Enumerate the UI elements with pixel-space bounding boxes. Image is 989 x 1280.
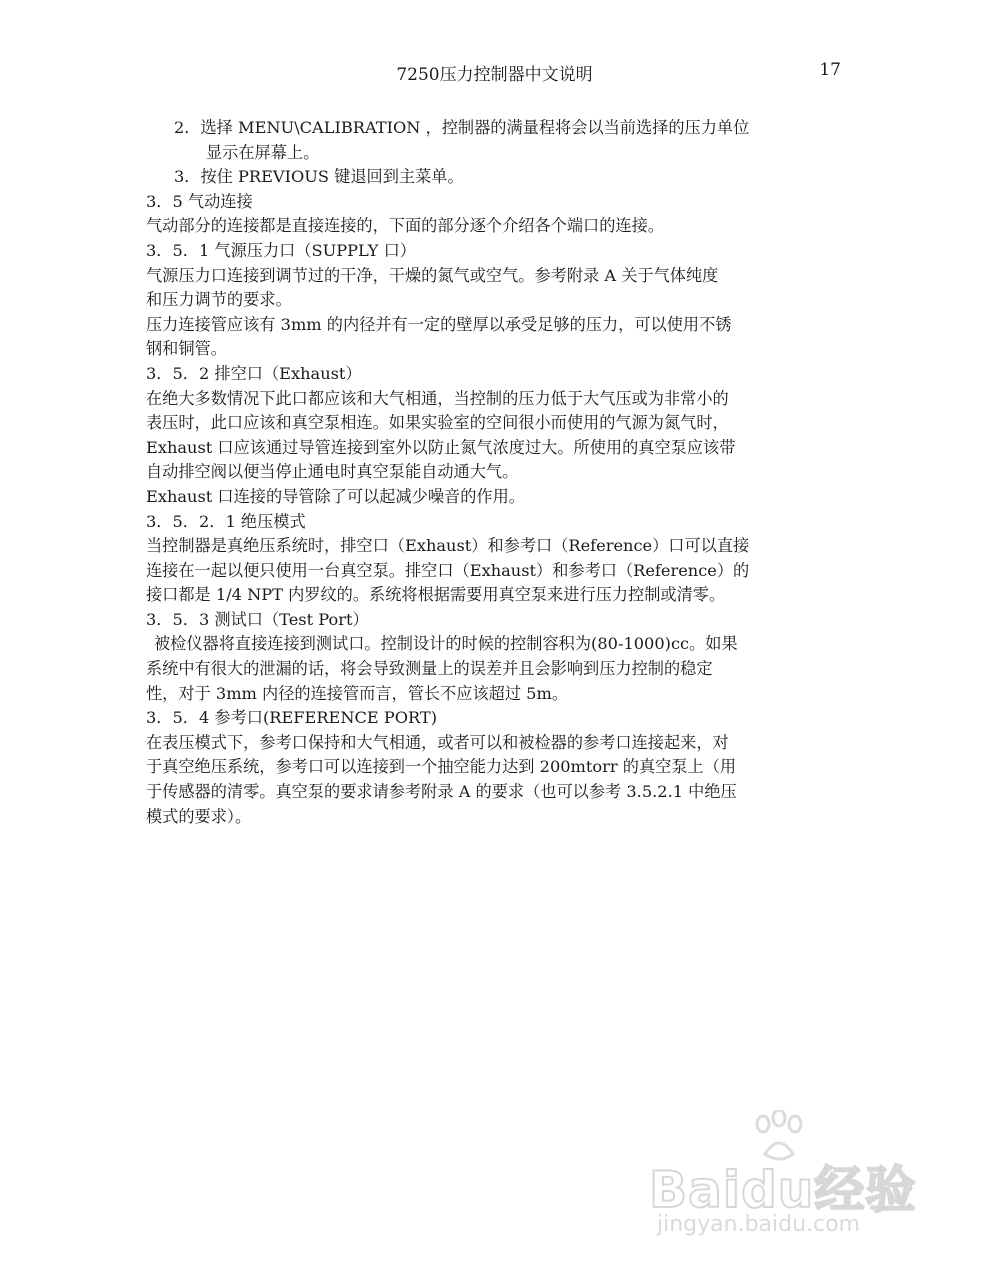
paragraph-line: 于真空绝压系统，参考口可以连接到一个抽空能力达到 200mtorr 的真空泵上（用 <box>146 757 737 777</box>
paragraph-line: 气源压力口连接到调节过的干净，干燥的氮气或空气。参考附录 A 关于气体纯度 <box>146 265 719 285</box>
paragraph-line: 连接在一起以便只使用一台真空泵。排空口（Exhaust）和参考口（Reference）的 <box>146 560 750 580</box>
paragraph-line: 自动排空阀以便当停止通电时真空泵能自动通大气。 <box>146 462 519 482</box>
baidu-jingyan-watermark <box>649 1110 919 1245</box>
section-heading: 3．5．2 排空口（Exhaust） <box>146 363 362 383</box>
paragraph-line: 在绝大多数情况下此口都应该和大气相通，当控制的压力低于大气压或为非常小的 <box>146 388 729 408</box>
paragraph-line: 被检仪器将直接连接到测试口。控制设计的时候的控制容积为(80-1000)cc。如果 <box>154 634 738 654</box>
paragraph-line: 表压时，此口应该和真空泵相连。如果实验室的空间很小而使用的气源为氮气时， <box>146 413 729 433</box>
section-heading: 3．5．4 参考口(REFERENCE PORT) <box>146 708 438 728</box>
paragraph-line: 于传感器的清零。真空泵的要求请参考附录 A 的要求（也可以参考 3.5.2.1 中绝压 <box>146 782 737 802</box>
paragraph-line: 当控制器是真绝压系统时，排空口（Exhaust）和参考口（Reference）口可以直接 <box>146 536 750 556</box>
section-heading: 3．5．1 气源压力口（SUPPLY 口） <box>146 240 416 260</box>
paragraph-line: 和压力调节的要求。 <box>146 290 292 310</box>
paragraph-line: 模式的要求）。 <box>146 806 252 826</box>
paragraph-line: 压力连接管应该有 3mm 的内径并有一定的壁厚以承受足够的压力，可以使用不锈 <box>146 314 732 334</box>
list-item: 3．按住 PREVIOUS 键退回到主菜单。 <box>174 167 464 187</box>
document-title: 7250压力控制器中文说明 <box>396 65 593 85</box>
paragraph-line: 在表压模式下，参考口保持和大气相通，或者可以和被检器的参考口连接起来，对 <box>146 732 729 752</box>
list-item: 2．选择 MENU\CALIBRATION ，控制器的满量程将会以当前选择的压力单位 <box>174 118 750 137</box>
paragraph-line: 钢和铜管。 <box>146 339 227 359</box>
section-heading: 3．5．3 测试口（Test Port） <box>146 609 369 629</box>
paragraph-line: 气动部分的连接都是直接连接的，下面的部分逐个介绍各个端口的连接。 <box>146 216 664 236</box>
paragraph-line: Exhaust 口应该通过导管连接到室外以防止氮气浓度过大。所使用的真空泵应该带 <box>146 437 736 457</box>
page-number: 17 <box>819 60 841 80</box>
watermark-logo-text: Baidu经验 <box>649 1161 917 1219</box>
paragraph-line: 性，对于 3mm 内径的连接管而言，管长不应该超过 5m。 <box>146 683 569 703</box>
section-heading: 3．5．2．1 绝压模式 <box>146 511 306 531</box>
list-item-continuation: 显示在屏幕上。 <box>206 142 320 162</box>
paragraph-line: 系统中有很大的泄漏的话，将会导致测量上的误差并且会影响到压力控制的稳定 <box>146 659 713 679</box>
section-heading: 3．5 气动连接 <box>146 191 253 211</box>
page-header <box>0 60 989 86</box>
paragraph-line: 接口都是 1/4 NPT 内罗纹的。系统将根据需要用真空泵来进行压力控制或清零。 <box>146 585 726 605</box>
watermark-url: jingyan.baidu.com <box>657 1212 861 1237</box>
paragraph-line: Exhaust 口连接的导管除了可以起减少噪音的作用。 <box>146 486 525 506</box>
document-body <box>146 116 846 829</box>
